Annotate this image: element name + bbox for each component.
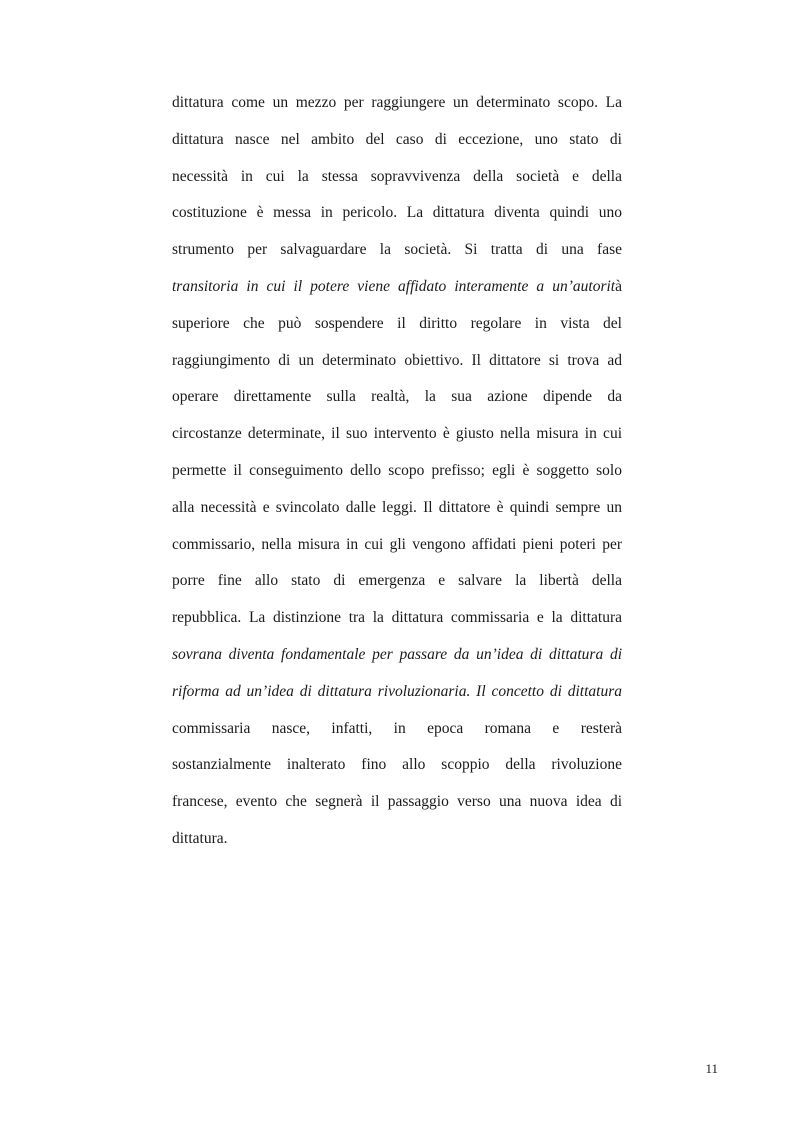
page-number: 11 xyxy=(705,1061,718,1076)
text-line: commissaria nasce, infatti, in epoca romana e resterà xyxy=(172,719,622,737)
text-line: operare direttamente sulla realtà, la sua azione dipende da xyxy=(172,388,622,406)
text-line: necessità in cui la stessa sopravvivenza della società e della xyxy=(172,167,622,185)
text-line: sostanzialmente inalterato fino allo scoppio della rivoluzione xyxy=(172,756,622,774)
text-line: dittatura nasce nel ambito del caso di eccezione, uno stato di xyxy=(172,130,622,148)
text-line: raggiungimento di un determinato obiettivo. Il dittatore si trova ad xyxy=(172,351,622,369)
text-line: strumento per salvaguardare la società. Si tratta di una fase xyxy=(172,241,622,259)
text-line: permette il conseguimento dello scopo prefisso; egli è soggetto solo xyxy=(172,461,622,479)
text-line: francese, evento che segnerà il passaggio verso una nuova idea di xyxy=(172,793,622,811)
body-paragraph xyxy=(172,92,622,865)
italic-text-line: riforma ad un’idea di dittatura rivoluzionaria. Il concetto di dittatura xyxy=(172,682,622,700)
text-line: commissario, nella misura in cui gli vengono affidati pieni poteri per xyxy=(172,535,622,553)
text-line: alla necessità e svincolato dalle leggi. Il dittatore è quindi sempre un xyxy=(172,498,622,516)
text-line xyxy=(172,276,622,313)
italic-text-line: sovrana diventa fondamentale per passare da un’idea di dittatura di xyxy=(172,645,622,663)
text-line: repubblica. La distinzione tra la dittatura commissaria e la dittatura xyxy=(172,609,622,627)
text-line: circostanze determinate, il suo intervento è giusto nella misura in cui xyxy=(172,425,622,443)
text-span: à xyxy=(615,277,622,295)
text-line: porre fine allo stato di emergenza e salvare la libertà della xyxy=(172,572,622,590)
italic-text: transitoria in cui il potere viene affidato interamente a un’autorit xyxy=(172,277,616,295)
text-line: costituzione è messa in pericolo. La dittatura diventa quindi uno xyxy=(172,204,622,222)
text-line: superiore che può sospendere il diritto regolare in vista del xyxy=(172,314,622,332)
text-line: dittatura. xyxy=(172,829,228,847)
text-line: dittatura come un mezzo per raggiungere un determinato scopo. La xyxy=(172,94,622,111)
